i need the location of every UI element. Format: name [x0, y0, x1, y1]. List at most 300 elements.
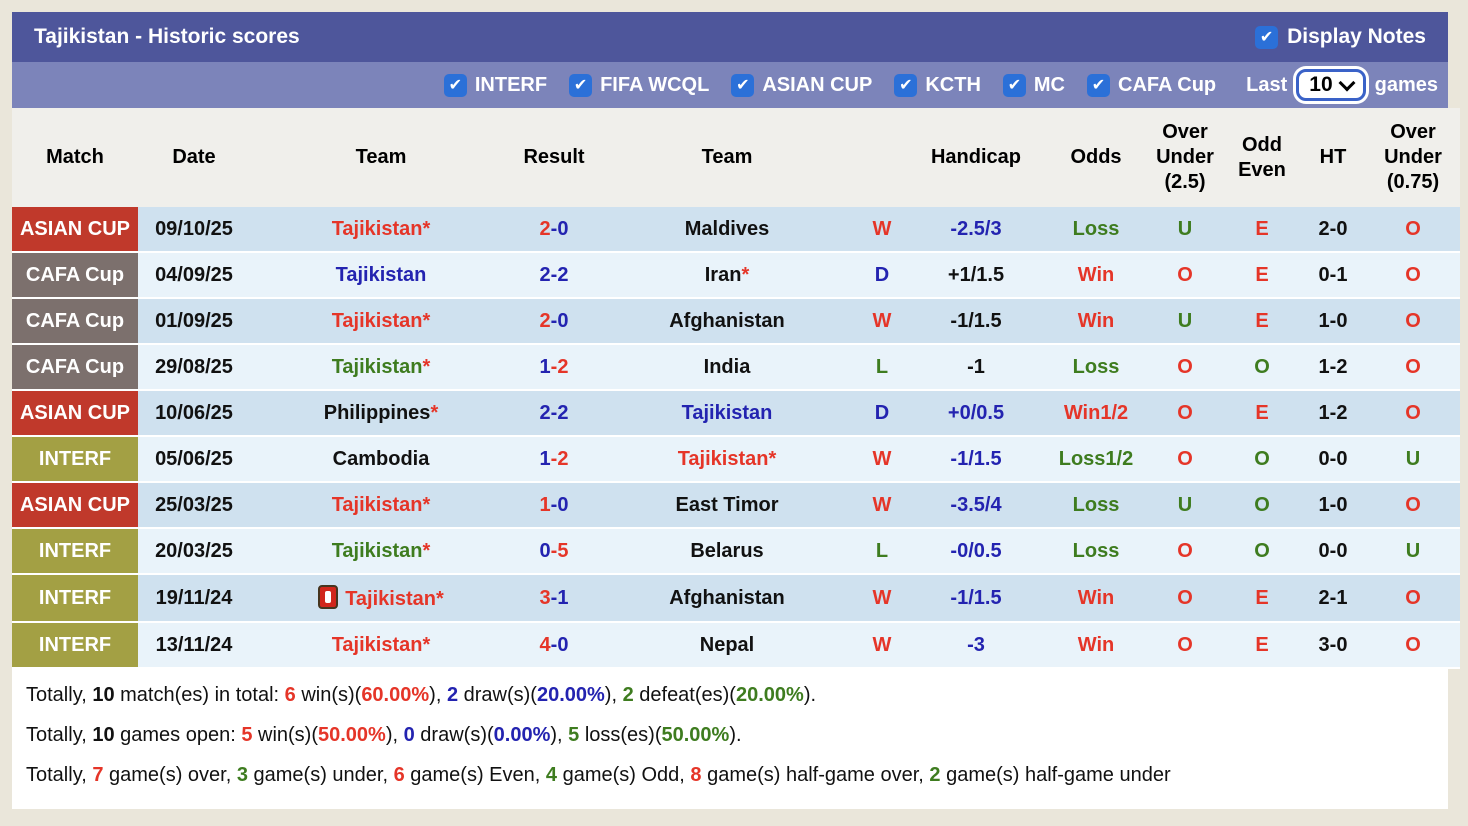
handicap-cell — [906, 622, 1046, 668]
column-header: Team — [250, 108, 512, 207]
handicap-cell — [906, 344, 1046, 390]
team-name: Afghanistan — [669, 587, 785, 609]
filter-label: KCTH — [925, 73, 981, 96]
filter-cafa-cup — [1087, 74, 1216, 97]
filter-interf — [444, 74, 547, 97]
filter-mc — [1003, 74, 1065, 97]
title-bar — [12, 12, 1448, 62]
away-team-cell — [596, 482, 858, 528]
competition-badge: INTERF — [12, 528, 138, 574]
cell-value: W — [872, 494, 892, 516]
competition-badge: INTERF — [12, 574, 138, 622]
filter-label: CAFA Cup — [1118, 73, 1217, 96]
home-score: 1 — [539, 356, 551, 378]
filter-checkboxes — [444, 74, 1216, 97]
away-team-cell — [596, 252, 858, 298]
result-cell — [512, 528, 596, 574]
home-team-cell — [250, 207, 512, 252]
table-row — [12, 482, 1460, 528]
cell-value: -1/1.5 — [950, 587, 1002, 609]
display-notes-toggle — [1255, 25, 1426, 49]
last-games-select[interactable] — [1296, 69, 1365, 101]
home-score: 2 — [539, 402, 551, 424]
over-under-075-cell — [1366, 574, 1460, 622]
cell-value: O — [1405, 587, 1421, 609]
home-score: 2 — [539, 218, 551, 240]
table-row — [12, 574, 1460, 622]
cell-value: W — [872, 310, 892, 332]
over-under-075-cell — [1366, 482, 1460, 528]
historic-scores-table — [12, 108, 1460, 669]
cell-value: W — [872, 218, 892, 240]
filter-bar — [12, 62, 1448, 108]
result-cell — [512, 298, 596, 344]
cell-value: L — [875, 356, 889, 378]
home-score: 1 — [539, 448, 551, 470]
team-name: Belarus — [690, 540, 764, 562]
cell-value: U — [1177, 310, 1193, 332]
summary-segment: ). — [729, 724, 742, 746]
over-under-075-cell — [1366, 298, 1460, 344]
away-score: -0 — [550, 634, 569, 656]
summary-segment: 8 — [690, 764, 702, 786]
cell-value: O — [1405, 310, 1421, 332]
ht-cell: 1-2 — [1300, 390, 1366, 436]
column-header: Date — [138, 108, 250, 207]
summary-segment: 10 — [92, 724, 115, 746]
table-header-row — [12, 108, 1460, 207]
home-team-cell — [250, 528, 512, 574]
wdl-cell — [858, 344, 906, 390]
cell-value: E — [1255, 264, 1269, 286]
odd-even-cell — [1224, 252, 1300, 298]
summary-segment: ), — [604, 684, 623, 706]
summary-segment: match(es) in total: — [114, 684, 285, 706]
competition-badge: INTERF — [12, 622, 138, 668]
cell-value: O — [1405, 264, 1421, 286]
over-under-25-cell — [1146, 252, 1224, 298]
handicap-cell — [906, 436, 1046, 482]
display-notes-label: Display Notes — [1287, 25, 1426, 48]
cell-value: O — [1177, 356, 1193, 378]
date-cell: 13/11/24 — [138, 622, 250, 668]
checkbox-checked-icon[interactable]: ✔ — [1003, 74, 1026, 97]
odds-cell — [1046, 574, 1146, 622]
ht-cell: 0-1 — [1300, 252, 1366, 298]
column-header: Match — [12, 108, 138, 207]
checkbox-checked-icon[interactable]: ✔ — [731, 74, 754, 97]
checkbox-checked-icon[interactable]: ✔ — [444, 74, 467, 97]
summary-segment: 0 — [403, 724, 415, 746]
cell-value: D — [874, 402, 890, 424]
handicap-cell — [906, 252, 1046, 298]
result-cell — [512, 390, 596, 436]
column-header: Team — [596, 108, 858, 207]
cell-value: U — [1177, 494, 1193, 516]
summary-segment: 2 — [446, 684, 459, 706]
summary-segment: 6 — [284, 684, 296, 706]
table-body — [12, 207, 1460, 668]
team-name: Tajikistan — [331, 310, 423, 332]
odds-cell — [1046, 344, 1146, 390]
handicap-cell — [906, 482, 1046, 528]
filter-label: INTERF — [474, 73, 548, 96]
summary-segment: 2 — [929, 764, 941, 786]
cell-value: Loss — [1072, 356, 1120, 378]
filter-asian-cup — [731, 74, 872, 97]
team-name: Cambodia — [332, 448, 430, 470]
date-cell: 05/06/25 — [138, 436, 250, 482]
cell-value: U — [1177, 218, 1193, 240]
cell-value: O — [1254, 448, 1270, 470]
over-under-075-cell — [1366, 344, 1460, 390]
summary-segment: Totally, — [26, 764, 93, 786]
filter-fifa-wcql — [569, 74, 709, 97]
result-cell — [512, 574, 596, 622]
star-marker: * — [768, 448, 777, 470]
competition-badge: CAFA Cup — [12, 344, 138, 390]
over-under-075-cell — [1366, 436, 1460, 482]
summary-segment: draw(s)( — [414, 724, 494, 746]
over-under-25-cell — [1146, 574, 1224, 622]
handicap-cell — [906, 298, 1046, 344]
team-name: Tajikistan — [331, 634, 423, 656]
summary-segment: 5 — [568, 724, 580, 746]
summary-segment: game(s) half-game under — [940, 764, 1171, 786]
summary-segment: win(s)( — [295, 684, 362, 706]
summary-segment: ), — [385, 724, 404, 746]
summary-segment: games open: — [114, 724, 242, 746]
column-header: Result — [512, 108, 596, 207]
odd-even-cell — [1224, 298, 1300, 344]
summary-segment: game(s) under, — [247, 764, 394, 786]
over-under-25-cell — [1146, 390, 1224, 436]
over-under-25-cell — [1146, 482, 1224, 528]
summary-segment: game(s) over, — [103, 764, 237, 786]
odd-even-cell — [1224, 622, 1300, 668]
checkbox-checked-icon[interactable]: ✔ — [894, 74, 917, 97]
cell-value: O — [1405, 218, 1421, 240]
cell-value: Loss — [1072, 540, 1120, 562]
competition-badge: ASIAN CUP — [12, 482, 138, 528]
cell-value: D — [874, 264, 890, 286]
star-marker: * — [422, 494, 431, 516]
ht-cell: 1-2 — [1300, 344, 1366, 390]
team-name: Nepal — [699, 634, 755, 656]
result-cell — [512, 344, 596, 390]
wdl-cell — [858, 574, 906, 622]
column-header: Odds — [1046, 108, 1146, 207]
filter-label: MC — [1033, 73, 1065, 96]
team-name: Maldives — [684, 218, 770, 240]
odds-cell — [1046, 390, 1146, 436]
handicap-cell — [906, 207, 1046, 252]
cell-value: O — [1254, 494, 1270, 516]
over-under-075-cell — [1366, 622, 1460, 668]
filter-label: FIFA WCQL — [600, 73, 710, 96]
home-team-cell — [250, 436, 512, 482]
team-name: Afghanistan — [669, 310, 785, 332]
competition-badge: INTERF — [12, 436, 138, 482]
odds-cell — [1046, 207, 1146, 252]
home-team-cell — [250, 252, 512, 298]
home-score: 2 — [539, 264, 551, 286]
summary-segment: 10 — [92, 684, 115, 706]
wdl-cell — [858, 252, 906, 298]
away-score: -0 — [550, 310, 569, 332]
summary-segment: 20.00% — [735, 684, 804, 706]
team-name: Tajikistan — [345, 588, 436, 610]
summary-segment: game(s) half-game over, — [701, 764, 930, 786]
star-marker: * — [422, 634, 431, 656]
cell-value: O — [1177, 634, 1193, 656]
away-score: -2 — [550, 264, 569, 286]
result-cell — [512, 622, 596, 668]
column-header: Over Under (2.5) — [1146, 108, 1224, 207]
column-header: Over Under (0.75) — [1366, 108, 1460, 207]
cell-value: O — [1405, 494, 1421, 516]
table-row — [12, 298, 1460, 344]
home-team-cell — [250, 574, 512, 622]
over-under-25-cell — [1146, 436, 1224, 482]
ht-cell: 2-1 — [1300, 574, 1366, 622]
summary-segment: game(s) Odd, — [557, 764, 691, 786]
summary-line — [26, 715, 1434, 755]
cell-value: W — [872, 634, 892, 656]
ht-cell: 0-0 — [1300, 528, 1366, 574]
competition-badge: CAFA Cup — [12, 252, 138, 298]
date-cell: 29/08/25 — [138, 344, 250, 390]
chevron-down-icon — [1338, 75, 1355, 92]
summary-segment: 50.00% — [661, 724, 730, 746]
star-marker: * — [422, 310, 431, 332]
star-marker: * — [741, 264, 750, 286]
result-cell — [512, 252, 596, 298]
ht-cell: 2-0 — [1300, 207, 1366, 252]
column-header: Handicap — [906, 108, 1046, 207]
summary-segment: 0.00% — [493, 724, 551, 746]
table-row — [12, 390, 1460, 436]
cell-value: Win — [1077, 587, 1115, 609]
table-row — [12, 252, 1460, 298]
summary-segment: game(s) Even, — [404, 764, 546, 786]
away-score: -0 — [550, 494, 569, 516]
cell-value: -3 — [967, 634, 985, 656]
wdl-cell — [858, 390, 906, 436]
wdl-cell — [858, 436, 906, 482]
odds-cell — [1046, 482, 1146, 528]
over-under-075-cell — [1366, 252, 1460, 298]
summary-segment: ). — [803, 684, 817, 706]
odd-even-cell — [1224, 344, 1300, 390]
cell-value: W — [872, 587, 892, 609]
cell-value: Win — [1077, 264, 1115, 286]
cell-value: E — [1255, 402, 1269, 424]
filter-label: ASIAN CUP — [762, 73, 873, 96]
summary-segment: ), — [429, 684, 447, 706]
away-team-cell — [596, 344, 858, 390]
cell-value: -1/1.5 — [950, 448, 1002, 470]
summary-segment: 6 — [393, 764, 405, 786]
odd-even-cell — [1224, 390, 1300, 436]
star-marker: * — [430, 402, 439, 424]
odds-cell — [1046, 252, 1146, 298]
home-team-cell — [250, 344, 512, 390]
over-under-25-cell — [1146, 207, 1224, 252]
away-score: -2 — [550, 448, 569, 470]
home-score: 2 — [539, 310, 551, 332]
odd-even-cell — [1224, 207, 1300, 252]
cell-value: O — [1405, 356, 1421, 378]
red-card-icon — [318, 585, 338, 609]
team-name: Tajikistan — [335, 264, 427, 286]
odds-cell — [1046, 622, 1146, 668]
away-team-cell — [596, 436, 858, 482]
over-under-25-cell — [1146, 344, 1224, 390]
away-team-cell — [596, 207, 858, 252]
summary-segment: 7 — [92, 764, 104, 786]
summary-segment: 50.00% — [318, 724, 386, 746]
team-name: Tajikistan — [331, 218, 423, 240]
summary-segment: 3 — [236, 764, 248, 786]
column-header: HT — [1300, 108, 1366, 207]
date-cell: 25/03/25 — [138, 482, 250, 528]
home-team-cell — [250, 298, 512, 344]
summary-segment: loss(es)( — [579, 724, 662, 746]
away-team-cell — [596, 574, 858, 622]
away-team-cell — [596, 390, 858, 436]
ht-cell: 1-0 — [1300, 298, 1366, 344]
cell-value: Win — [1077, 310, 1115, 332]
cell-value: L — [875, 540, 889, 562]
competition-badge: CAFA Cup — [12, 298, 138, 344]
result-cell — [512, 207, 596, 252]
cell-value: -1/1.5 — [950, 310, 1002, 332]
summary-segment: win(s)( — [252, 724, 318, 746]
cell-value: E — [1255, 310, 1269, 332]
odd-even-cell — [1224, 528, 1300, 574]
games-label: games — [1374, 73, 1438, 96]
result-cell — [512, 482, 596, 528]
cell-value: U — [1405, 448, 1421, 470]
filter-kcth — [894, 74, 981, 97]
odd-even-cell — [1224, 436, 1300, 482]
team-name: Philippines — [323, 402, 431, 424]
column-header — [858, 108, 906, 207]
cell-value: O — [1254, 540, 1270, 562]
handicap-cell — [906, 528, 1046, 574]
odd-even-cell — [1224, 482, 1300, 528]
odds-cell — [1046, 298, 1146, 344]
wdl-cell — [858, 207, 906, 252]
summary-segment: ), — [550, 724, 569, 746]
last-label: Last — [1246, 73, 1288, 96]
over-under-075-cell — [1366, 207, 1460, 252]
checkbox-checked-icon[interactable]: ✔ — [1087, 74, 1110, 97]
team-name: Tajikistan — [331, 540, 423, 562]
summary-segment: 60.00% — [361, 684, 430, 706]
date-cell: 09/10/25 — [138, 207, 250, 252]
ht-cell: 1-0 — [1300, 482, 1366, 528]
summary-segment: defeat(es)( — [633, 684, 736, 706]
last-games-control — [1246, 69, 1438, 101]
cell-value: -2.5/3 — [950, 218, 1002, 240]
home-score: 3 — [539, 587, 551, 609]
result-cell — [512, 436, 596, 482]
summary-segment: 20.00% — [536, 684, 605, 706]
team-name: Tajikistan — [331, 356, 423, 378]
team-name: India — [703, 356, 751, 378]
cell-value: Win — [1077, 634, 1115, 656]
cell-value: -3.5/4 — [950, 494, 1002, 516]
checkbox-checked-icon[interactable]: ✔ — [569, 74, 592, 97]
cell-value: Win1/2 — [1063, 402, 1129, 424]
over-under-075-cell — [1366, 390, 1460, 436]
cell-value: O — [1177, 264, 1193, 286]
date-cell: 10/06/25 — [138, 390, 250, 436]
cell-value: O — [1177, 402, 1193, 424]
away-score: -0 — [550, 218, 569, 240]
cell-value: O — [1254, 356, 1270, 378]
summary-segment: 4 — [545, 764, 558, 786]
table-row — [12, 207, 1460, 252]
cell-value: E — [1255, 587, 1269, 609]
cell-value: Loss — [1072, 218, 1120, 240]
summary-segment: Totally, — [26, 724, 93, 746]
over-under-075-cell — [1366, 528, 1460, 574]
star-marker: * — [422, 540, 431, 562]
competition-badge: ASIAN CUP — [12, 207, 138, 252]
handicap-cell — [906, 390, 1046, 436]
over-under-25-cell — [1146, 298, 1224, 344]
wdl-cell — [858, 298, 906, 344]
date-cell: 19/11/24 — [138, 574, 250, 622]
last-games-value: 10 — [1309, 73, 1333, 96]
cell-value: O — [1405, 402, 1421, 424]
cell-value: E — [1255, 218, 1269, 240]
away-score: -2 — [550, 356, 569, 378]
cell-value: O — [1177, 540, 1193, 562]
away-score: -1 — [550, 587, 569, 609]
home-team-cell — [250, 622, 512, 668]
over-under-25-cell — [1146, 622, 1224, 668]
home-score: 1 — [539, 494, 551, 516]
team-name: Tajikistan — [681, 402, 773, 424]
cell-value: O — [1405, 634, 1421, 656]
date-cell: 01/09/25 — [138, 298, 250, 344]
column-header: Odd Even — [1224, 108, 1300, 207]
away-score: -5 — [550, 540, 569, 562]
team-name: East Timor — [675, 494, 779, 516]
cell-value: Loss — [1072, 494, 1120, 516]
summary-segment: 5 — [241, 724, 253, 746]
ht-cell: 3-0 — [1300, 622, 1366, 668]
odd-even-cell — [1224, 574, 1300, 622]
checkbox-checked-icon[interactable]: ✔ — [1255, 26, 1278, 49]
cell-value: O — [1177, 448, 1193, 470]
cell-value: Loss1/2 — [1058, 448, 1134, 470]
competition-badge: ASIAN CUP — [12, 390, 138, 436]
cell-value: +0/0.5 — [947, 402, 1005, 424]
cell-value: -0/0.5 — [950, 540, 1002, 562]
wdl-cell — [858, 528, 906, 574]
star-marker: * — [422, 218, 431, 240]
summary-section — [12, 669, 1448, 809]
cell-value: O — [1177, 587, 1193, 609]
table-row — [12, 528, 1460, 574]
away-team-cell — [596, 622, 858, 668]
date-cell: 04/09/25 — [138, 252, 250, 298]
